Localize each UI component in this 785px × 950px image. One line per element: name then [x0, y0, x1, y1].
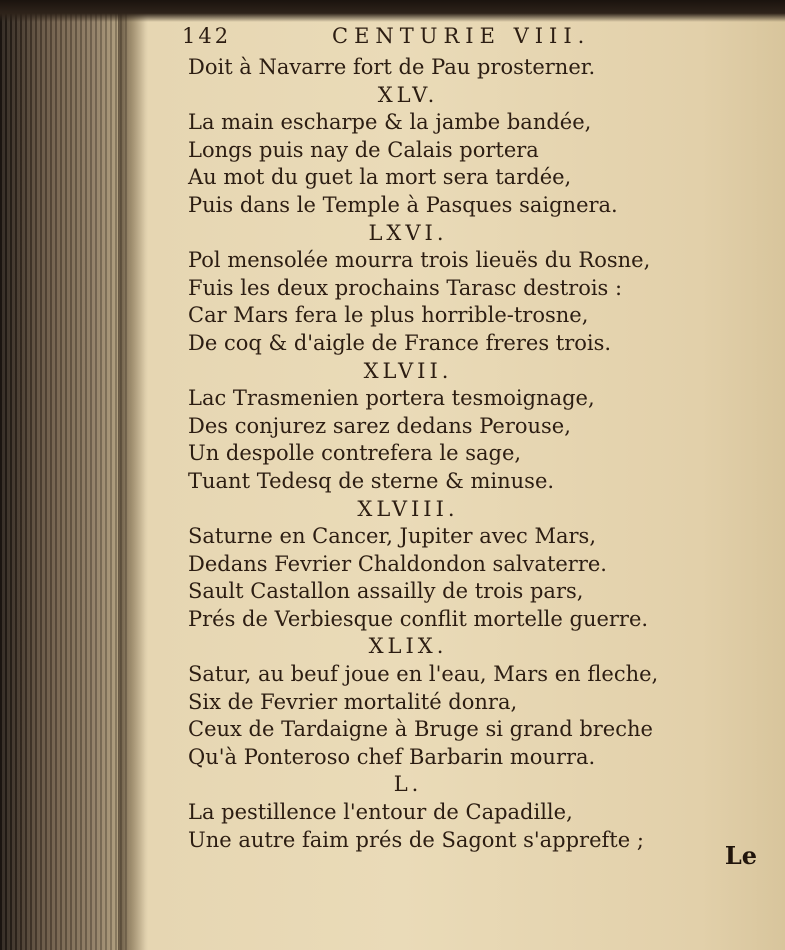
verse-line: Longs puis nay de Calais portera [188, 137, 539, 162]
verse-line: Des conjurez sarez dedans Perouse, [188, 413, 571, 438]
verse-line: Doit à Navarre fort de Pau prosterner. [188, 55, 596, 79]
printed-page [150, 18, 710, 918]
verse-line: Au mot du guet la mort sera tardée, [188, 165, 572, 190]
verse-line: Lac Trasmenien portera tesmoignage, [188, 386, 595, 411]
verse-line: Prés de Verbiesque conflit mortelle guerre. [188, 606, 649, 631]
verse-line: Ceux de Tardaigne à Bruge si grand breche [188, 717, 653, 742]
quatrain-number: XLV. [377, 82, 439, 107]
quatrain-number: XLVII. [363, 358, 453, 383]
verse-line: Car Mars fera le plus horrible-trosne, [188, 303, 589, 328]
verse-line: Dedans Fevrier Chaldondon salvaterre. [188, 551, 607, 576]
page-header [150, 18, 670, 58]
page-number: 142 [182, 24, 232, 48]
verse-line: Satur, au beuf joue en l'eau, Mars en fleche, [188, 662, 659, 687]
stacked-page-edges [0, 0, 130, 950]
quatrain-number: L. [393, 772, 423, 797]
verse-line: Qu'à Ponteroso chef Barbarin mourra. [188, 744, 596, 769]
verse-line: Tuant Tedesq de sterne & minuse. [188, 468, 555, 493]
verse-line: Six de Fevrier mortalité donra, [188, 689, 518, 714]
catchword: Le [724, 841, 757, 870]
verse-line: Saturne en Cancer, Jupiter avec Mars, [188, 524, 596, 549]
verse-line: Pol mensolée mourra trois lieuës du Rosne, [188, 248, 651, 273]
verse-line: De coq & d'aigle de France freres trois. [188, 330, 612, 355]
verse-line: Sault Castallon assailly de trois pars, [188, 579, 584, 604]
verse-block [188, 54, 698, 854]
quatrain-number: LXVI. [368, 220, 448, 245]
verse-line: La main escharpe & la jambe bandée, [188, 110, 592, 135]
verse-line: Un despolle contrefera le sage, [188, 441, 522, 466]
quatrain-number: XLIX. [368, 634, 448, 659]
verse-line: Puis dans le Temple à Pasques saignera. [188, 192, 618, 217]
running-title: CENTURIE VIII. [332, 24, 591, 48]
quatrain-number: XLVIII. [357, 496, 459, 521]
spine-shadow [118, 0, 148, 950]
verse-line: La pestillence l'entour de Capadille, [188, 800, 573, 825]
verse-line: Une autre faim prés de Sagont s'apprefte ; [188, 827, 644, 852]
verse-line: Fuis les deux prochains Tarasc destrois : [188, 275, 623, 300]
